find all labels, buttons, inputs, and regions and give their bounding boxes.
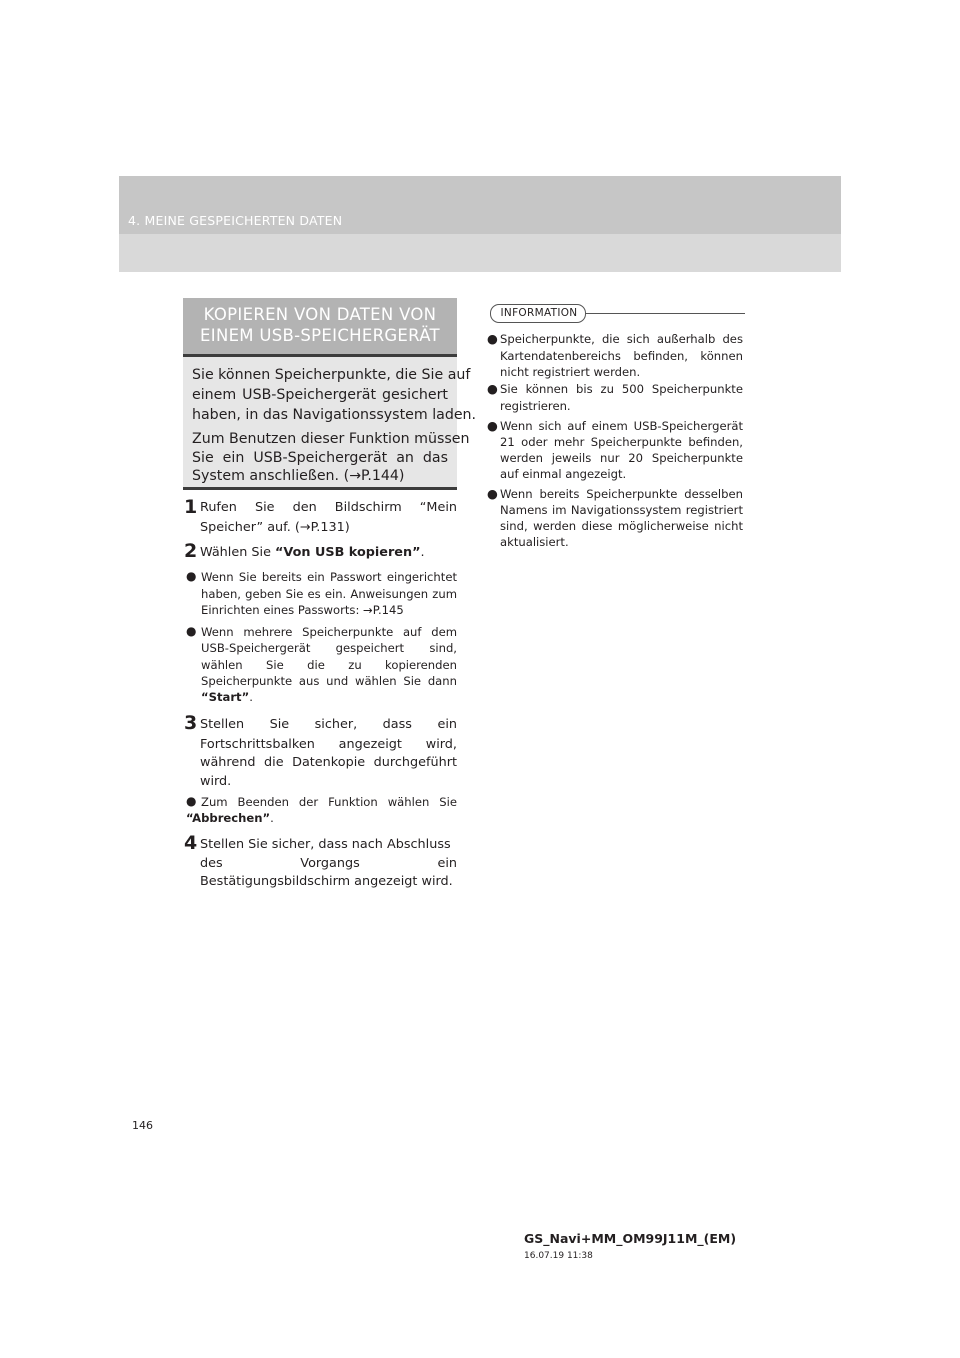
bullet-3a-line-1: Zum Beenden der Funktion wählen Sie <box>201 795 457 809</box>
info-3-line-3: werden jeweils nur 20 Speicherpunkte <box>500 451 743 465</box>
intro-line-4: Zum Benutzen dieser Funktion müssen <box>192 431 470 447</box>
document-id: GS_Navi+MM_OM99J11M_(EM) <box>524 1231 737 1246</box>
info-1-line-2: Kartendatenbereichs befinden, können <box>500 349 743 363</box>
bullet-dot-icon: ● <box>186 569 197 583</box>
info-bullet-icon: ● <box>487 486 498 501</box>
von-usb-kopieren-label: “Von USB kopieren” <box>275 545 421 560</box>
info-4-line-4: aktualisiert. <box>500 535 569 549</box>
info-1-line-1: Speicherpunkte, die sich außerhalb des <box>500 332 743 346</box>
info-2-line-2: registrieren. <box>500 399 571 413</box>
intro-line-2: einem USB-Speichergerät gesichert <box>192 387 448 403</box>
step-2-suffix: . <box>420 545 425 560</box>
step-3-line-2: Fortschrittsbalken angezeigt wird, <box>200 737 457 752</box>
bullet-2b-line-3: wählen Sie die zu kopierenden <box>201 658 457 672</box>
bullet-2b-line-4: Speicherpunkte aus und wählen Sie dann <box>201 674 457 688</box>
info-bullet-icon: ● <box>487 418 498 433</box>
page-header-top <box>119 176 841 234</box>
information-rule <box>585 313 745 314</box>
page-header <box>119 176 841 272</box>
step-1-line-2: Speicher” auf. (→P.131) <box>200 520 350 535</box>
step-number-1: 1 <box>184 496 198 518</box>
section-title-line-2: EINEM USB-SPEICHERGERÄT <box>200 326 440 345</box>
step-3-line-4: wird. <box>200 774 232 789</box>
step-4-line-3: Bestätigungsbildschirm angezeigt wird. <box>200 874 453 889</box>
info-3-line-1: Wenn sich auf einem USB-Speichergerät <box>500 419 743 433</box>
intro-line-6: System anschließen. (→P.144) <box>192 468 405 484</box>
info-4-line-2: Namens im Navigationssystem registriert <box>500 503 743 517</box>
abbrechen-label: “Abbrechen” <box>186 811 271 825</box>
intro-box <box>183 357 477 490</box>
bullet-dot-icon: ● <box>186 794 197 808</box>
step-4-line-2: des Vorgangs ein <box>200 856 457 871</box>
bullet-2b-line-5: “Start”. <box>201 690 253 704</box>
section-title-line-1: KOPIEREN VON DATEN VON <box>203 305 437 324</box>
section-title-box <box>183 298 457 357</box>
step-number-3: 3 <box>184 712 198 734</box>
intro-line-5: Sie ein USB-Speichergerät an das <box>192 450 448 466</box>
bullet-2a-line-2: haben, geben Sie es ein. Anweisungen zum <box>201 587 457 601</box>
step-2-prefix: Wählen Sie <box>200 545 276 560</box>
information-label: INFORMATION <box>500 307 578 319</box>
info-bullet-icon: ● <box>487 381 498 396</box>
page-number: 146 <box>132 1119 153 1132</box>
chapter-title: 4. MEINE GESPEICHERTEN DATEN <box>128 213 343 228</box>
document-timestamp: 16.07.19 11:38 <box>524 1251 593 1261</box>
info-3-line-4: auf einmal angezeigt. <box>500 467 627 481</box>
step-1-line-1: Rufen Sie den Bildschirm “Mein <box>200 500 457 515</box>
intro-line-1: Sie können Speicherpunkte, die Sie auf <box>192 367 471 383</box>
step-number-4: 4 <box>184 832 198 854</box>
info-4-line-1: Wenn bereits Speicherpunkte desselben <box>500 487 743 501</box>
info-4-line-3: sind, werden diese möglicherweise nicht <box>500 519 743 533</box>
bullet-2b-line-1: Wenn mehrere Speicherpunkte auf dem <box>201 625 457 639</box>
info-1-line-3: nicht registriert werden. <box>500 365 641 379</box>
information-badge <box>490 304 586 323</box>
bullet-2b-line-2: USB-Speichergerät gespeichert sind, <box>201 641 457 655</box>
bullet-3a-line-2: “Abbrechen”. <box>186 811 274 825</box>
info-2-line-1: Sie können bis zu 500 Speicherpunkte <box>500 382 743 396</box>
step-3-line-1: Stellen Sie sicher, dass ein <box>200 717 457 732</box>
step-number-2: 2 <box>184 540 198 562</box>
start-label: “Start” <box>201 690 250 704</box>
bullet-2a-line-1: Wenn Sie bereits ein Passwort eingerichtet <box>201 570 457 584</box>
intro-line-3: haben, in das Navigationssystem laden. <box>192 407 477 423</box>
bullet-dot-icon: ● <box>186 624 197 638</box>
step-2-text <box>200 545 425 560</box>
info-3-line-2: 21 oder mehr Speicherpunkte befinden, <box>500 435 743 449</box>
info-bullet-icon: ● <box>487 331 498 346</box>
step-3-line-3: während die Datenkopie durchgeführt <box>200 755 457 770</box>
bullet-2a-line-3: Einrichten eines Passworts: →P.145 <box>201 603 404 617</box>
step-4-line-1: Stellen Sie sicher, dass nach Abschluss <box>200 837 451 852</box>
